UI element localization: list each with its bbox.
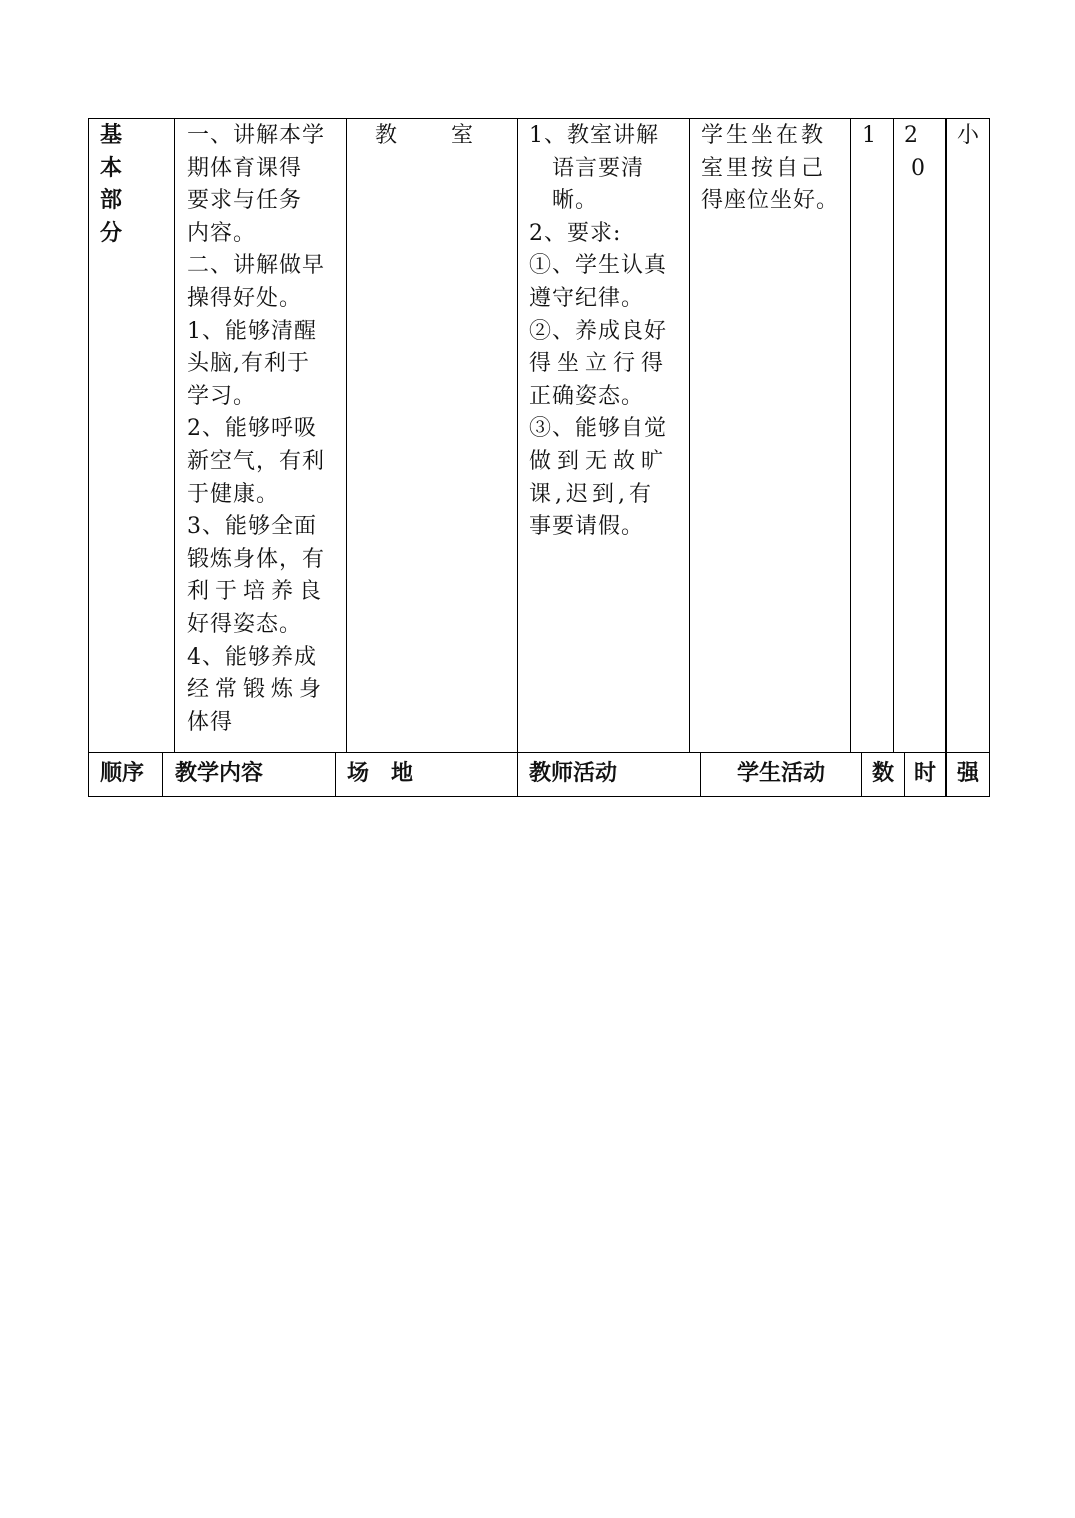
- teacher-line: 事要请假。: [529, 514, 645, 540]
- time-digit: 2: [904, 123, 919, 148]
- teaching-content-cell: [187, 120, 345, 739]
- header-order: [100, 752, 144, 796]
- lesson-plan-table: [88, 118, 990, 797]
- content-line: 3、能够全面: [187, 514, 317, 540]
- section-label-char: 部: [100, 188, 123, 214]
- header-order-label: 顺序: [100, 761, 145, 786]
- header-student: [737, 752, 825, 796]
- teacher-line: ②、养成良好: [529, 318, 668, 344]
- teacher-line: ③、能够自觉: [529, 416, 668, 442]
- count-value: 1: [862, 123, 877, 148]
- teacher-line: 得坐立行得: [529, 351, 670, 377]
- content-line: 2、能够呼吸: [187, 416, 317, 442]
- content-line: 锻炼身体，有: [187, 546, 326, 572]
- student-activity-cell: [701, 120, 849, 218]
- content-line: 操得好处。: [187, 285, 303, 311]
- teacher-line: 正确姿态。: [529, 383, 645, 409]
- content-line: 要求与任务: [187, 188, 303, 214]
- header-content-label: 教学内容: [175, 761, 264, 786]
- content-line: 体得: [187, 709, 234, 735]
- teacher-line: 课,迟到,有: [529, 481, 655, 507]
- content-line: 学习。: [187, 383, 257, 409]
- section-label-char: 基: [100, 123, 123, 148]
- section-label-cell: [100, 120, 140, 250]
- content-line: 1、能够清醒: [187, 318, 317, 344]
- section-label-char: 本: [100, 155, 123, 181]
- venue-text: 教 室: [374, 123, 489, 148]
- header-student-label: 学生活动: [737, 761, 826, 786]
- teacher-line: 语言要清: [529, 155, 645, 181]
- header-intensity-label: 强: [956, 761, 979, 786]
- teacher-line: 晰。: [529, 188, 599, 214]
- venue-cell: [347, 120, 517, 153]
- teacher-line: 2、要求:: [529, 220, 622, 246]
- header-venue-label: 场 地: [347, 761, 414, 786]
- content-line: 4、能够养成: [187, 644, 317, 670]
- teacher-line: 遵守纪律。: [529, 285, 645, 311]
- header-count-label: 数: [871, 761, 894, 786]
- teacher-line: 做到无故旷: [529, 448, 670, 474]
- content-line: 于健康。: [187, 481, 280, 507]
- content-line: 期体育课得: [187, 155, 303, 181]
- header-venue: [347, 752, 413, 796]
- time-cell: [904, 120, 944, 185]
- header-count: [862, 752, 904, 796]
- student-line: 学生坐在教: [701, 123, 827, 148]
- content-line: 经常锻炼身: [187, 677, 328, 703]
- header-time: [905, 752, 945, 796]
- teacher-activity-cell: [529, 120, 687, 544]
- header-content: [175, 752, 263, 796]
- header-teacher: [529, 752, 617, 796]
- header-teacher-label: 教师活动: [529, 761, 618, 786]
- content-line: 一、讲解本学: [187, 123, 326, 148]
- time-digit: 0: [911, 155, 926, 181]
- student-line: 得座位坐好。: [701, 188, 840, 214]
- count-cell: [862, 120, 892, 153]
- content-line: 利于培养良: [187, 579, 328, 605]
- content-line: 二、讲解做早: [187, 253, 326, 279]
- content-line: 新空气，有利: [187, 448, 326, 474]
- teacher-line: ①、学生认真: [529, 253, 668, 279]
- teacher-line: 1、教室讲解: [529, 123, 659, 148]
- intensity-value: 小: [956, 123, 980, 148]
- header-intensity: [947, 752, 989, 796]
- content-line: 好得姿态。: [187, 611, 303, 637]
- content-line: 内容。: [187, 220, 257, 246]
- intensity-cell: [948, 120, 989, 153]
- header-time-label: 时: [913, 761, 936, 786]
- section-label-char: 分: [100, 220, 123, 246]
- student-line: 室里按自己: [701, 155, 827, 181]
- content-line: 头脑,有利于: [187, 351, 310, 377]
